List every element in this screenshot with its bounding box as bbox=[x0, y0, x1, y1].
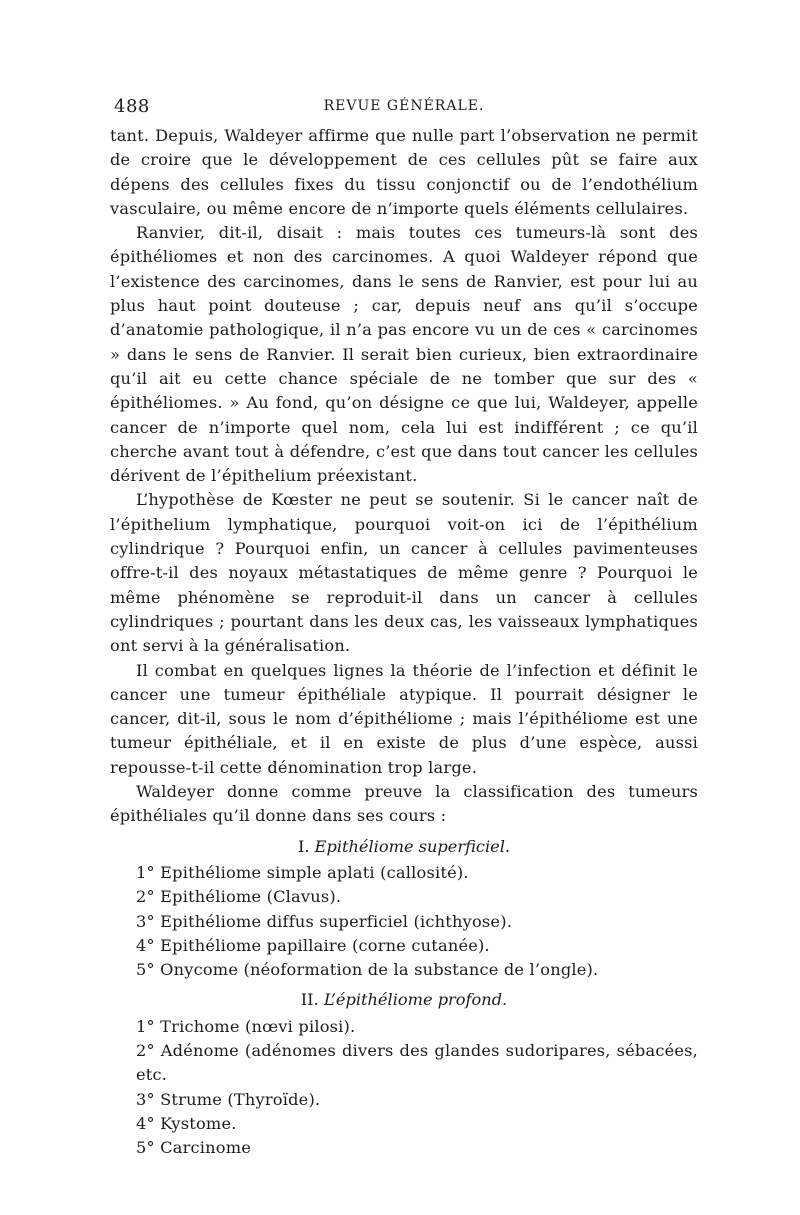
list-item: 4° Kystome. bbox=[136, 1113, 237, 1133]
list-item: 2° Epithéliome (Clavus). bbox=[136, 887, 342, 907]
page-number: 488 bbox=[114, 96, 150, 117]
list-item: 5° Carcinome bbox=[136, 1138, 252, 1158]
page-header bbox=[110, 96, 698, 124]
section-title: L’épithéliome profond. bbox=[323, 990, 508, 1010]
list-item: 4° Epithéliome papillaire (corne cutanée). bbox=[136, 935, 490, 955]
section-number: II. bbox=[300, 990, 319, 1010]
paragraph-classification-intro: Waldeyer donne comme preuve la classification des tumeurs épithéliales qu’il donne dans ses cours : bbox=[110, 782, 698, 826]
body-text bbox=[110, 124, 698, 829]
paragraph-koester: L’hypothèse de Kœster ne peut se soutenir. Si le cancer naît de l’épithelium lymphatique, pourquoi voit-on ici de l’épithélium cylindrique ? Pourquoi enfin, un cancer à cellules pavimenteuses offre-t-il des noyaux métastatiques de même genre ? Pourquoi le même phénomène se reproduit-il dans un cancer à cellules cylindriques ; pourtant dans les deux cas, les vaisseaux lymphatiques ont servi à la généralisation. bbox=[110, 490, 698, 656]
running-title: REVUE GÉNÉRALE. bbox=[323, 98, 485, 114]
list-deep bbox=[110, 1015, 698, 1161]
list-item bbox=[110, 1039, 698, 1088]
section-number: I. bbox=[297, 836, 310, 856]
list-item: 3° Strume (Thyroïde). bbox=[136, 1089, 321, 1109]
paragraph-infection-theory: Il combat en quelques lignes la théorie de l’infection et définit le cancer une tumeur épithéliale atypique. Il pourrait désigner le cancer, dit-il, sous le nom d’épithéliome ; mais l’épithéliome est une tumeur épithéliale, et il en existe de plus d’une espèce, aussi repousse-t-il cette dénomination trop large. bbox=[110, 660, 698, 777]
list-item: 5° Onycome (néoformation de la substance de l’ongle). bbox=[136, 960, 599, 980]
paragraph-continuation: tant. Depuis, Waldeyer affirme que nulle part l’observation ne permit de croire que le développement de ces cellules pût se faire aux dépens des cellules fixes du tissu conjonctif ou de l’endothélium vasculaire, ou même encore de n’importe quels éléments cellulaires. bbox=[110, 126, 698, 218]
list-superficial bbox=[110, 861, 698, 982]
section-heading-deep bbox=[110, 988, 698, 1012]
list-item-text: 2° Adénome (adénomes divers des glandes sudoripares, sébacées, etc. bbox=[136, 1040, 698, 1085]
list-item: 1° Epithéliome simple aplati (callosité). bbox=[136, 862, 469, 882]
section-heading-superficial bbox=[110, 835, 698, 859]
list-item: 1° Trichome (nœvi pilosi). bbox=[136, 1016, 356, 1036]
paragraph-ranvier: Ranvier, dit-il, disait : mais toutes ces tumeurs-là sont des épithéliomes et non des carcinomes. A quoi Waldeyer répond que l’existence des carcinomes, dans le sens de Ranvier, est pour lui au plus haut point douteuse ; car, depuis neuf ans qu’il s’occupe d’anatomie pathologique, il n’a pas encore vu un de ces « carcinomes » dans le sens de Ranvier. Il serait bien curieux, bien extraordinaire qu’il ait eu cette chance spéciale de ne tomber que sur des « épithéliomes. » Au fond, qu’on désigne ce que lui, Waldeyer, appelle cancer de n’importe quel nom, cela lui est indifférent ; ce qu’il cherche avant tout à défendre, c’est que dans tout cancer les cellules dérivent de l’épithelium préexistant. bbox=[110, 223, 698, 486]
section-title: Epithéliome superficiel. bbox=[314, 836, 511, 856]
book-page bbox=[110, 96, 698, 1160]
list-item: 3° Epithéliome diffus superficiel (ichthyose). bbox=[136, 911, 513, 931]
